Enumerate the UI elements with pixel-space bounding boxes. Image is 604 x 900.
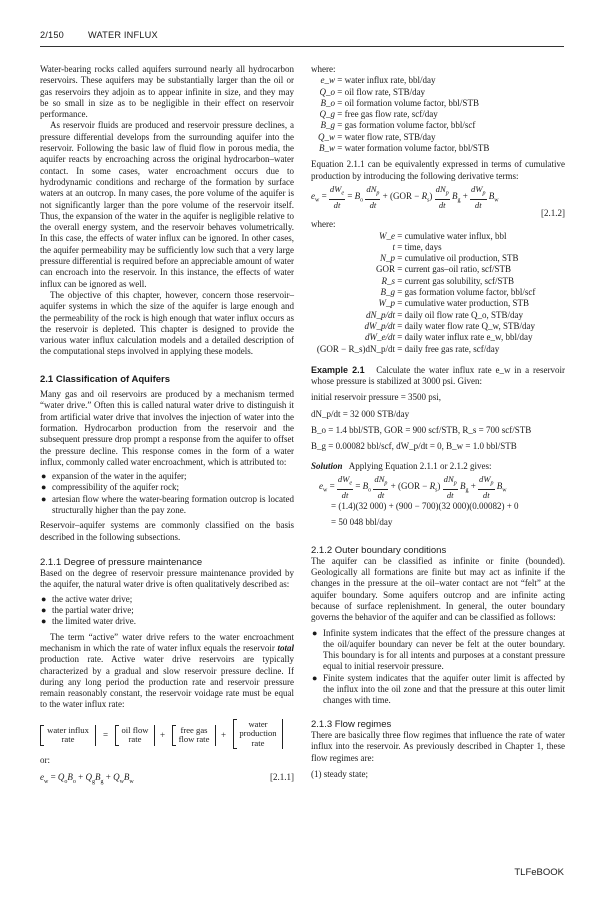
box-term-water-production: water production rate xyxy=(233,719,283,750)
definition-row: GOR = current gas–oil ratio, scf/STB xyxy=(375,264,512,275)
definition-row: e_w = water influx rate, bbl/day xyxy=(320,75,436,86)
section-2-1-2-paragraph: The aquifer can be classified as infinite or finite (bounded). Geologically all formations are finite but may act as infinite if the changes in the pressure at the oil–water contact are not “felt” at the aquifer boundary. Some aquifers outcrop and are infinite acting because of surface replenishment. In general, the outer boundary governs the behavior of the aquifer and can be classified as follows: xyxy=(311,555,565,623)
section-2-1-3-paragraph: There are basically three flow regimes that influence the rate of water influx into the reservoir. As previously described in Chapter 1, these flow regimes are: xyxy=(311,729,565,763)
flow-regime-item: (1) steady state; xyxy=(311,768,368,779)
definition-row: Q_w = water flow rate, STB/day xyxy=(317,131,436,142)
definition-row: N_p = cumulative oil production, STB xyxy=(379,253,519,264)
page-number: 2/150 xyxy=(40,30,64,40)
list-item: ● compressibility of the aquifer rock; xyxy=(41,482,179,493)
given-row: initial reservoir pressure = 3500 psi, xyxy=(311,392,442,403)
definition-row: t = time, days xyxy=(392,241,442,252)
definition-row: dW_e/dt = daily water influx rate e_w, bbl/day xyxy=(365,332,533,343)
equation-2-1-1: $e_w = Q_oB_o + Q_gB_g + Q_wB_w$ [2.1.1] xyxy=(40,772,294,785)
solution-paragraph: Solution Applying Equation 2.1.1 or 2.1.2 gives: xyxy=(311,460,492,471)
box-term-water-influx: water influx rate xyxy=(40,725,96,746)
where-label: where: xyxy=(311,219,336,230)
definition-row: W_p = cumulative water production, STB xyxy=(378,298,530,309)
definition-row: B_o = oil formation volume factor, bbl/STB xyxy=(320,97,479,108)
list-item: ● the active water drive; xyxy=(41,593,133,604)
equation-number: [2.1.1] xyxy=(270,772,294,783)
running-title: WATER INFLUX xyxy=(88,30,158,40)
definition-row: B_w = water formation volume factor, bbl/STB xyxy=(318,143,490,154)
box-term-free-gas: free gas flow rate xyxy=(172,725,216,746)
definition-row: Q_o = oil flow rate, STB/day xyxy=(319,86,426,97)
definition-row: (GOR − R_s)dN_p/dt = daily free gas rate, scf/day xyxy=(316,343,500,354)
given-data xyxy=(311,392,565,452)
intro-paragraph-2: As reservoir fluids are produced and reservoir pressure declines, a pressure differential develops from the surrounding aquifer into the reservoir. Following the basic law of fluid flow in porous media, the aquifer reacts by encroaching across the original hydrocarbon–water contact. In some cases, water encroachment occurs due to hydrodynamic conditions and recharge of the formation by surface waters at an outcrop. In many cases, the pore volume of the aquifer is not significantly larger than the pore volume of the reservoir itself. Thus, the expansion of the water in the aquifer is negligible relative to the overall energy system, and the reservoir behaves volumetrically. In this case, the effects of water influx can be ignored. In other cases, the aquifer permeability may be sufficiently low such that a very large pressure differential is required before an appreciable amount of water can encroach into the reservoir. In this instance, the effects of water influx can be ignored as well. xyxy=(40,120,294,289)
where-label: where: xyxy=(311,64,336,74)
intro-paragraph-3: The objective of this chapter, however, concern those reservoir–aquifer systems in which the size of the aquifer is large enough and the permeability of the rock is high enough that water influx occurs as the reservoir is depleted. This chapter is designed to provide the various water influx calculation models and a detailed description of the computational steps involved in applying these models. xyxy=(40,289,294,357)
solution-label: Solution xyxy=(311,460,343,471)
example-label: Example 2.1 xyxy=(311,364,365,375)
definitions-list-1 xyxy=(311,75,565,154)
section-2-1-paragraph: Many gas and oil reservoirs are produced by a mechanism termed “water drive.” Often this is called natural water drive to distinguish it from artificial water drive that involves the injection of water into the formation. Hydrocarbon production from the reservoir and the subsequent pressure drop prompt a response from the aquifer to offset the pressure decline. This response comes in the form of a water influx, commonly called water encroachment, which is attributed to: xyxy=(40,389,294,467)
given-row: B_o = 1.4 bbl/STB, GOR = 900 scf/STB, R_s = 700 scf/STB xyxy=(311,425,532,436)
solution-equation: $e_w$ = $\frac{dW_e}{dt}$ = $B_o$ $\frac{dN_p}{dt}$ + $(GOR - R_s)$ $\frac{dN_p}{dt}$ $B_g$ + $\frac{dW_p}{dt}$ $B_w$ xyxy=(319,473,507,500)
definition-row: B_g = gas formation volume factor, bbl/scf xyxy=(380,287,536,298)
box-term-oil-flow: oil flow rate xyxy=(115,725,155,746)
boundary-list xyxy=(311,628,565,707)
equation-number: [2.1.2] xyxy=(541,207,565,218)
section-2-1-3-heading: 2.1.3 Flow regimes xyxy=(311,718,392,730)
section-2-1-1-paragraph: Based on the degree of reservoir pressure maintenance provided by the aquifer, the natural water drive is often qualitatively described as: xyxy=(40,568,294,590)
footer-mark: TLFeBOOK xyxy=(514,867,564,878)
given-row: dN_p/dt = 32 000 STB/day xyxy=(311,408,410,419)
water-drive-list xyxy=(40,594,294,628)
voidage-box-equation: water influx rate = oil flow rate + free gas flow rate + water production rate xyxy=(40,719,294,749)
equation-2-1-2: $e_w$ = $\frac{dW_e}{dt}$ = $B_o$ $\frac{dN_p}{dt}$ + $(GOR - R_s)$ $\frac{dN_p}{dt}$ $B_g$ + $\frac{dW_p}{dt}$ $B_w$ xyxy=(311,183,499,210)
page-header xyxy=(40,30,564,44)
solution-step: = (1.4)(32 000) + (900 − 700)(32 000)(0.00082) + 0 xyxy=(331,500,519,511)
right-column xyxy=(311,64,565,780)
attribution-list xyxy=(40,471,294,516)
list-item: ● Finite system indicates that the aquifer outer limit is affected by the influx into the oil zone and that the pressure at this outer limit changes with time. xyxy=(312,672,565,706)
or-label: or: xyxy=(40,754,50,765)
list-item: ● expansion of the water in the aquifer; xyxy=(41,471,187,482)
example-paragraph: Example 2.1 Calculate the water influx rate e_w in a reservoir whose pressure is stabilized at 3000 psi. Given: xyxy=(311,364,566,387)
definition-row: Q_g = free gas flow rate, scf/day xyxy=(319,109,438,120)
definition-row: dN_p/dt = daily oil flow rate Q_o, STB/day xyxy=(365,309,524,320)
list-item: ● artesian flow where the water-bearing formation outcrop is located structurally higher than the pay zone. xyxy=(41,493,294,515)
solution-result: = 50 048 bbl/day xyxy=(331,517,393,528)
definition-row: B_g = gas formation volume factor, bbl/scf xyxy=(320,120,476,131)
active-water-drive-paragraph: The term “active” water drive refers to the water encroachment mechanism in which the rate of water influx equals the reservoir total production rate. Active water drive reservoirs are typically characterized by a gradual and slow reservoir pressure decline. If during any long period the production rate and reservoir pressure remain reasonably constant, the reservoir voidage rate must be equal to the water influx rate: xyxy=(40,631,294,710)
definition-row: dW_p/dt = daily water flow rate Q_w, STB/day xyxy=(364,320,535,331)
intro-paragraph-1: Water-bearing rocks called aquifers surround nearly all hydrocarbon reservoirs. These aquifers may be substantially larger than the oil or gas reservoirs they adjoin as to appear infinite in size, and they may be so small in size as to be negligible in their effect on reservoir performance. xyxy=(40,64,294,120)
definition-row: W_e = cumulative water influx, bbl xyxy=(379,230,507,241)
section-2-1-2-heading: 2.1.2 Outer boundary conditions xyxy=(311,544,447,556)
list-item: ● Infinite system indicates that the effect of the pressure changes at the oil/aquifer boundary can never be felt at the outer boundary. This boundary is for all intents and purposes at a constant pressure equal to initial reservoir pressure. xyxy=(312,627,565,672)
section-2-1-heading: 2.1 Classification of Aquifers xyxy=(40,373,171,385)
section-2-1-1-heading: 2.1.1 Degree of pressure maintenance xyxy=(40,556,203,568)
list-item: ● the limited water drive. xyxy=(41,616,136,627)
given-row: B_g = 0.00082 bbl/scf, dW_p/dt = 0, B_w = 1.0 bbl/STB xyxy=(311,441,517,452)
header-rule xyxy=(40,46,564,47)
definition-row: R_s = current gas solubility, scf/STB xyxy=(381,275,514,286)
definitions-list-2 xyxy=(311,231,565,355)
list-item: ● the partial water drive; xyxy=(41,605,134,616)
equation-intro-paragraph: Equation 2.1.1 can be equivalently expressed in terms of cumulative production by introducing the following derivative terms: xyxy=(311,159,565,181)
section-2-1-paragraph-2: Reservoir–aquifer systems are commonly classified on the basis described in the following subsections. xyxy=(40,520,294,542)
left-column xyxy=(40,64,294,786)
